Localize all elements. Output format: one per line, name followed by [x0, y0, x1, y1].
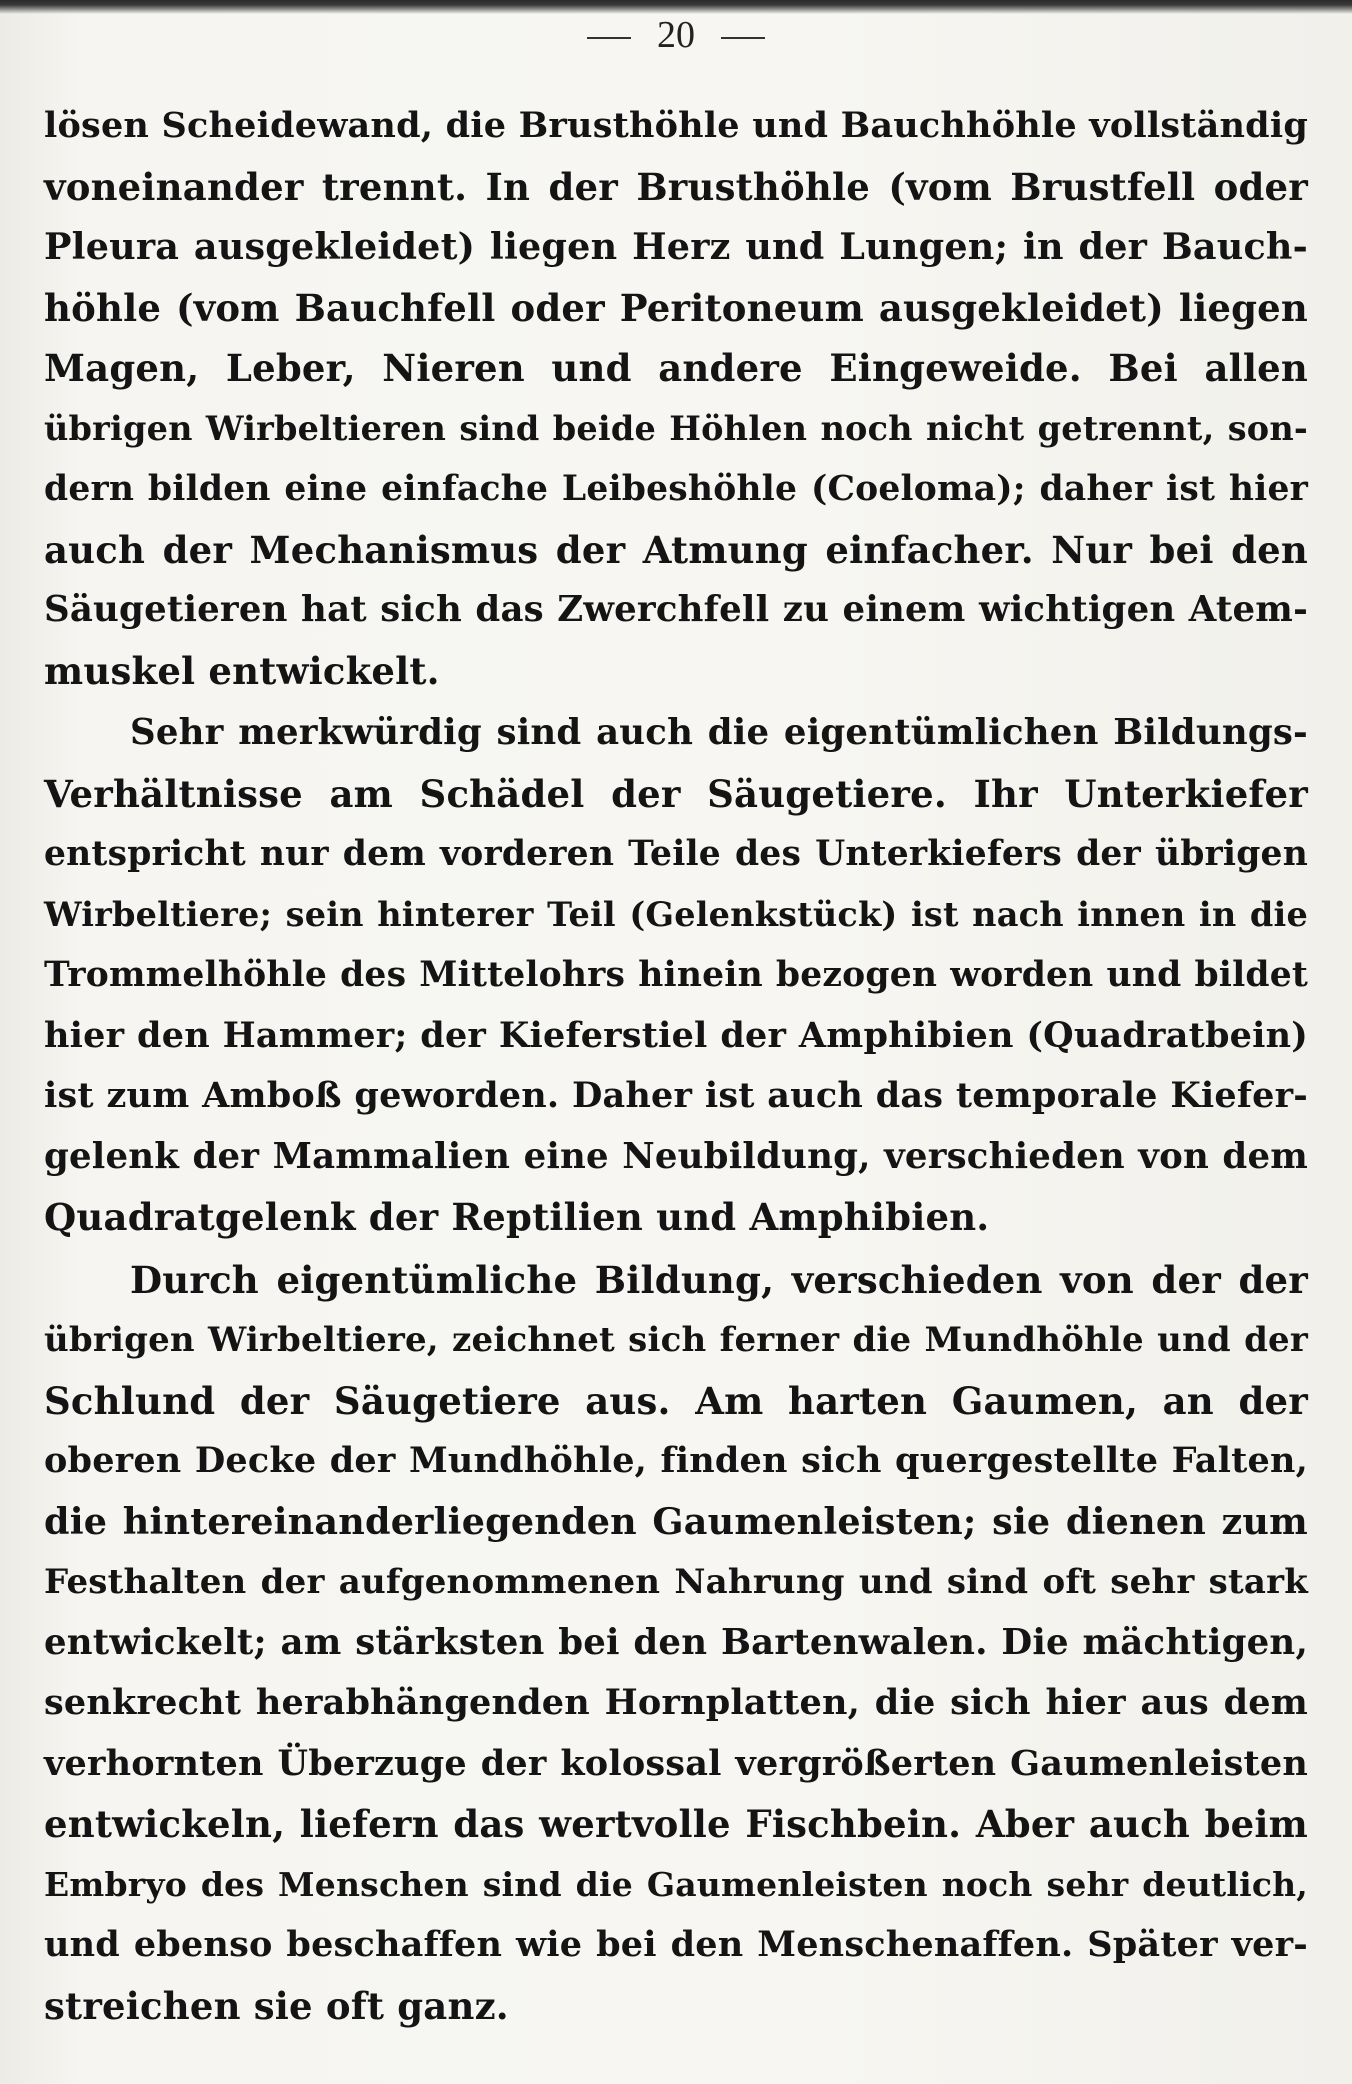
page-header — [0, 10, 1352, 60]
text-line: Durch eigentümliche Bildung, verschieden von der der — [130, 1257, 1308, 1302]
text-line: Festhalten der aufgenommenen Nahrung und sind oft sehr stark — [44, 1562, 1308, 1602]
text-line: ist zum Amboß geworden. Daher ist auch das temporale Kiefer- — [44, 1075, 1308, 1116]
text-line: Pleura ausgekleidet) liegen Herz und Lungen; in der Bauch- — [44, 225, 1308, 268]
text-line: Embryo des Menschen sind die Gaumenleisten noch sehr deutlich, — [44, 1864, 1308, 1904]
text-line: höhle (vom Bauchfell oder Peritoneum ausgekleidet) liegen — [44, 285, 1308, 330]
paragraph-2 — [44, 703, 1308, 1248]
text-line: voneinander trennt. In der Brusthöhle (vom Brustfell oder — [44, 164, 1308, 209]
text-line: Wirbeltiere; sein hinterer Teil (Gelenkstück) ist nach innen in die — [44, 894, 1308, 934]
text-line: Quadratgelenk der Reptilien und Amphibien. — [44, 1195, 990, 1239]
text-line: streichen sie oft ganz. — [44, 1983, 509, 2028]
paragraph-3 — [44, 1250, 1308, 2037]
page-number: 20 — [561, 14, 791, 56]
text-line: entwickelt; am stärksten bei den Bartenwalen. Die mächtigen, — [44, 1621, 1308, 1663]
text-line: und ebenso beschaffen wie bei den Menschenaffen. Später ver- — [44, 1924, 1308, 1965]
text-line: übrigen Wirbeltieren sind beide Höhlen noch nicht getrennt, son- — [44, 408, 1308, 448]
text-line: die hintereinanderliegenden Gaumenleisten; sie dienen zum — [44, 1499, 1308, 1543]
text-line: dern bilden eine einfache Leibeshöhle (Coeloma); daher ist hier — [44, 469, 1308, 509]
text-line: hier den Hammer; der Kieferstiel der Amphibien (Quadratbein) — [44, 1014, 1308, 1056]
text-line: entwickeln, liefern das wertvolle Fischbein. Aber auch beim — [44, 1802, 1308, 1846]
text-line: Trommelhöhle des Mittelohrs hinein bezogen worden und bildet — [44, 955, 1308, 995]
text-line: auch der Mechanismus der Atmung einfacher. Nur bei den — [44, 527, 1308, 572]
text-line: übrigen Wirbeltiere, zeichnet sich ferner die Mundhöhle und der — [44, 1320, 1308, 1360]
text-line: entspricht nur dem vorderen Teile des Unterkiefers der übrigen — [44, 834, 1308, 874]
text-line: muskel entwickelt. — [44, 648, 440, 693]
text-line: oberen Decke der Mundhöhle, finden sich quergestellte Falten, — [44, 1440, 1308, 1481]
text-line: Verhältnisse am Schädel der Säugetiere. Ihr Unterkiefer — [44, 771, 1308, 816]
text-line: verhornten Überzuge der kolossal vergrößerten Gaumenleisten — [44, 1742, 1308, 1784]
text-line: Magen, Leber, Nieren und andere Eingeweide. Bei allen — [44, 346, 1308, 390]
text-line: Säugetieren hat sich das Zwerchfell zu einem wichtigen Atem- — [44, 589, 1308, 630]
text-line: senkrecht herabhängenden Hornplatten, die sich hier aus dem — [44, 1682, 1308, 1723]
text-line: gelenk der Mammalien eine Neubildung, verschieden von dem — [44, 1135, 1308, 1177]
text-line: Schlund der Säugetiere aus. Am harten Gaumen, an der — [44, 1378, 1308, 1423]
text-line: Sehr merkwürdig sind auch die eigentümlichen Bildungs- — [130, 712, 1308, 753]
body-text — [44, 96, 1308, 2036]
text-line: lösen Scheidewand, die Brusthöhle und Bauchhöhle vollständig — [44, 105, 1308, 146]
paragraph-1 — [44, 96, 1308, 701]
